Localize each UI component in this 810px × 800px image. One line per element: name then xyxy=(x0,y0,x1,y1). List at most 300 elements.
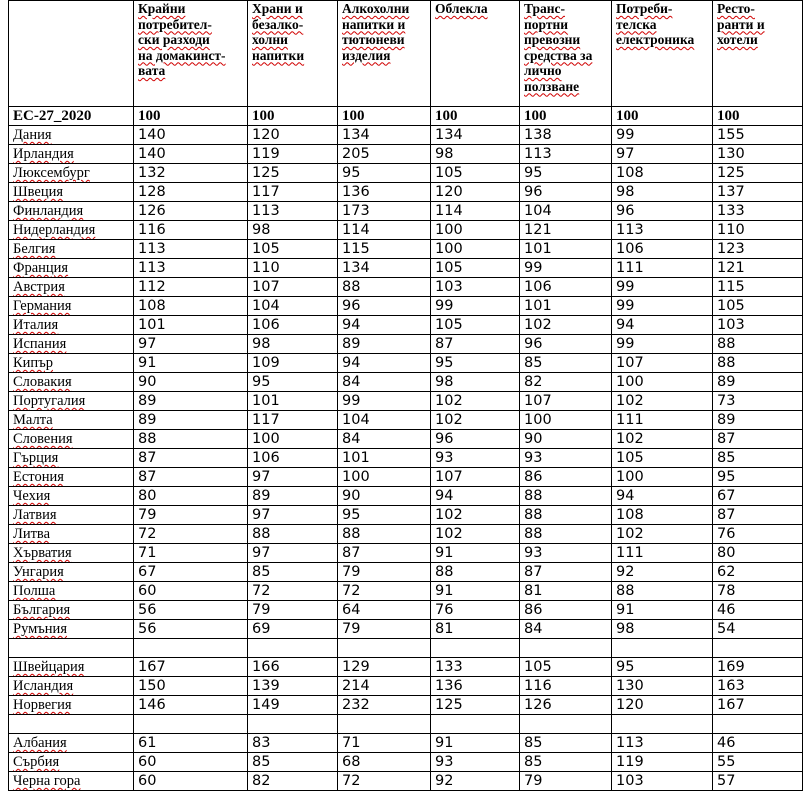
country-name: Кипър xyxy=(13,355,53,371)
country-cell xyxy=(9,468,134,487)
country-name: Литва xyxy=(13,526,51,542)
value-cell: 68 xyxy=(338,753,431,772)
value-cell: 101 xyxy=(248,392,338,411)
value-cell: 104 xyxy=(520,202,612,221)
column-header-line: хотели xyxy=(717,32,758,47)
table-row xyxy=(9,316,803,335)
value-cell: 88 xyxy=(520,487,612,506)
value-cell: 94 xyxy=(612,487,713,506)
value-cell: 103 xyxy=(713,316,803,335)
value-cell: 100 xyxy=(612,373,713,392)
country-cell xyxy=(9,126,134,145)
value-cell: 90 xyxy=(134,373,248,392)
value-cell: 87 xyxy=(520,563,612,582)
value-cell: 100 xyxy=(520,107,612,126)
value-cell: 111 xyxy=(612,411,713,430)
value-cell: 60 xyxy=(134,582,248,601)
value-cell: 84 xyxy=(520,620,612,639)
value-cell: 57 xyxy=(713,772,803,791)
value-cell: 136 xyxy=(338,183,431,202)
country-cell xyxy=(9,753,134,772)
table-row xyxy=(9,620,803,639)
value-cell: 120 xyxy=(612,696,713,715)
value-cell: 85 xyxy=(520,753,612,772)
value-cell: 167 xyxy=(134,658,248,677)
value-cell: 97 xyxy=(612,145,713,164)
header-row xyxy=(9,1,803,107)
column-header-line: безалко- xyxy=(252,16,304,32)
value-cell: 93 xyxy=(431,449,520,468)
value-cell: 100 xyxy=(431,107,520,126)
value-cell: 46 xyxy=(713,601,803,620)
table-row xyxy=(9,297,803,316)
value-cell: 149 xyxy=(248,696,338,715)
value-cell: 88 xyxy=(612,582,713,601)
value-cell: 88 xyxy=(520,506,612,525)
country-cell xyxy=(9,506,134,525)
value-cell: 126 xyxy=(134,202,248,221)
value-cell: 113 xyxy=(248,202,338,221)
country-name: Люксембург xyxy=(13,165,90,181)
value-cell: 79 xyxy=(248,601,338,620)
value-cell: 99 xyxy=(612,126,713,145)
value-cell: 96 xyxy=(520,183,612,202)
value-cell: 140 xyxy=(134,145,248,164)
table-row xyxy=(9,506,803,525)
table-row xyxy=(9,240,803,259)
empty-cell xyxy=(134,715,248,734)
country-cell xyxy=(9,772,134,791)
table-row xyxy=(9,582,803,601)
empty-cell xyxy=(612,715,713,734)
column-header-line: тютюневи xyxy=(342,32,405,47)
table-row xyxy=(9,335,803,354)
value-cell: 87 xyxy=(431,335,520,354)
value-cell: 62 xyxy=(713,563,803,582)
value-cell: 90 xyxy=(520,430,612,449)
value-cell: 92 xyxy=(431,772,520,791)
value-cell: 72 xyxy=(338,772,431,791)
value-cell: 64 xyxy=(338,601,431,620)
table-row xyxy=(9,392,803,411)
value-cell: 109 xyxy=(248,354,338,373)
value-cell: 100 xyxy=(338,468,431,487)
country-name: Латвия xyxy=(13,507,57,523)
value-cell: 103 xyxy=(612,772,713,791)
value-cell: 80 xyxy=(713,544,803,563)
value-cell: 88 xyxy=(431,563,520,582)
value-cell: 78 xyxy=(713,582,803,601)
table-row xyxy=(9,278,803,297)
row-label: ЕС-27_2020 xyxy=(9,107,134,126)
value-cell: 93 xyxy=(520,544,612,563)
column-header-line: напитки xyxy=(252,47,305,63)
value-cell: 111 xyxy=(612,544,713,563)
value-cell: 132 xyxy=(134,164,248,183)
column-header-line: Облекла xyxy=(435,1,488,16)
value-cell: 100 xyxy=(248,107,338,126)
value-cell: 67 xyxy=(134,563,248,582)
value-cell: 119 xyxy=(612,753,713,772)
value-cell: 114 xyxy=(338,221,431,240)
table-row xyxy=(9,772,803,791)
country-cell xyxy=(9,259,134,278)
value-cell: 125 xyxy=(431,696,520,715)
country-name: Словакия xyxy=(13,374,72,390)
value-cell: 120 xyxy=(248,126,338,145)
value-cell: 134 xyxy=(338,259,431,278)
value-cell: 102 xyxy=(612,430,713,449)
value-cell: 110 xyxy=(713,221,803,240)
empty-cell xyxy=(9,715,134,734)
country-cell xyxy=(9,563,134,582)
value-cell: 97 xyxy=(134,335,248,354)
price-level-table xyxy=(8,0,803,791)
empty-cell xyxy=(520,715,612,734)
country-name: Италия xyxy=(13,317,59,333)
value-cell: 125 xyxy=(248,164,338,183)
value-cell: 102 xyxy=(431,411,520,430)
column-header xyxy=(612,1,713,107)
value-cell: 69 xyxy=(248,620,338,639)
value-cell: 88 xyxy=(338,278,431,297)
table-row xyxy=(9,202,803,221)
empty-cell xyxy=(431,639,520,658)
header-cell-empty xyxy=(9,1,134,107)
column-header-line: холни xyxy=(252,32,288,47)
value-cell: 55 xyxy=(713,753,803,772)
value-cell: 87 xyxy=(713,506,803,525)
value-cell: 97 xyxy=(248,506,338,525)
value-cell: 94 xyxy=(338,354,431,373)
value-cell: 89 xyxy=(338,335,431,354)
value-cell: 173 xyxy=(338,202,431,221)
value-cell: 76 xyxy=(713,525,803,544)
eu-average-row xyxy=(9,107,803,126)
column-header xyxy=(248,1,338,107)
column-header-line: изделия xyxy=(342,47,391,63)
value-cell: 116 xyxy=(134,221,248,240)
value-cell: 60 xyxy=(134,772,248,791)
column-header-line: вата xyxy=(138,63,166,78)
value-cell: 91 xyxy=(431,734,520,753)
column-header-line: портни xyxy=(524,16,569,32)
value-cell: 93 xyxy=(520,449,612,468)
country-cell xyxy=(9,278,134,297)
value-cell: 140 xyxy=(134,126,248,145)
value-cell: 87 xyxy=(338,544,431,563)
value-cell: 121 xyxy=(713,259,803,278)
column-header-line: Транс- xyxy=(524,1,566,16)
value-cell: 94 xyxy=(431,487,520,506)
value-cell: 119 xyxy=(248,145,338,164)
value-cell: 72 xyxy=(248,582,338,601)
table-row xyxy=(9,430,803,449)
country-name: Румъния xyxy=(13,621,67,637)
value-cell: 91 xyxy=(612,601,713,620)
country-cell xyxy=(9,373,134,392)
value-cell: 232 xyxy=(338,696,431,715)
value-cell: 93 xyxy=(431,753,520,772)
value-cell: 95 xyxy=(338,164,431,183)
table-row xyxy=(9,525,803,544)
value-cell: 87 xyxy=(134,449,248,468)
value-cell: 123 xyxy=(713,240,803,259)
country-cell xyxy=(9,221,134,240)
value-cell: 130 xyxy=(612,677,713,696)
country-name: Сърбия xyxy=(13,754,60,770)
value-cell: 134 xyxy=(431,126,520,145)
value-cell: 105 xyxy=(612,449,713,468)
country-cell xyxy=(9,734,134,753)
value-cell: 99 xyxy=(338,392,431,411)
value-cell: 105 xyxy=(248,240,338,259)
value-cell: 72 xyxy=(134,525,248,544)
value-cell: 76 xyxy=(431,601,520,620)
country-name: Хърватия xyxy=(13,545,72,561)
table-row xyxy=(9,696,803,715)
empty-cell xyxy=(338,639,431,658)
table-row xyxy=(9,164,803,183)
column-header-line: превозни xyxy=(524,32,581,47)
value-cell: 87 xyxy=(134,468,248,487)
value-cell: 155 xyxy=(713,126,803,145)
country-name: Малта xyxy=(13,412,53,428)
value-cell: 100 xyxy=(431,240,520,259)
value-cell: 98 xyxy=(431,373,520,392)
value-cell: 163 xyxy=(713,677,803,696)
value-cell: 112 xyxy=(134,278,248,297)
country-name: Швеция xyxy=(13,184,64,200)
column-header-line: Крайни xyxy=(138,1,186,16)
value-cell: 88 xyxy=(520,525,612,544)
value-cell: 100 xyxy=(520,411,612,430)
country-name: Португалия xyxy=(13,393,86,409)
value-cell: 84 xyxy=(338,373,431,392)
value-cell: 101 xyxy=(134,316,248,335)
value-cell: 86 xyxy=(520,601,612,620)
table-row xyxy=(9,601,803,620)
value-cell: 107 xyxy=(520,392,612,411)
empty-cell xyxy=(9,639,134,658)
country-cell xyxy=(9,202,134,221)
value-cell: 128 xyxy=(134,183,248,202)
column-header-line: телска xyxy=(616,16,657,32)
value-cell: 130 xyxy=(713,145,803,164)
column-header-line: напитки и xyxy=(342,16,406,32)
value-cell: 105 xyxy=(431,316,520,335)
value-cell: 89 xyxy=(134,411,248,430)
country-cell xyxy=(9,183,134,202)
empty-cell xyxy=(520,639,612,658)
value-cell: 107 xyxy=(431,468,520,487)
value-cell: 108 xyxy=(612,506,713,525)
value-cell: 83 xyxy=(248,734,338,753)
value-cell: 85 xyxy=(248,753,338,772)
separator-row xyxy=(9,715,803,734)
country-name: Чехия xyxy=(13,488,51,504)
table-row xyxy=(9,221,803,240)
value-cell: 98 xyxy=(431,145,520,164)
value-cell: 85 xyxy=(520,354,612,373)
country-name: Исландия xyxy=(13,678,74,694)
value-cell: 89 xyxy=(713,411,803,430)
country-cell xyxy=(9,240,134,259)
country-cell xyxy=(9,601,134,620)
value-cell: 56 xyxy=(134,601,248,620)
value-cell: 102 xyxy=(431,506,520,525)
value-cell: 88 xyxy=(713,354,803,373)
value-cell: 61 xyxy=(134,734,248,753)
separator-row xyxy=(9,639,803,658)
table-row xyxy=(9,354,803,373)
value-cell: 121 xyxy=(520,221,612,240)
column-header xyxy=(338,1,431,107)
value-cell: 100 xyxy=(248,430,338,449)
value-cell: 113 xyxy=(134,259,248,278)
value-cell: 105 xyxy=(713,297,803,316)
value-cell: 205 xyxy=(338,145,431,164)
value-cell: 96 xyxy=(520,335,612,354)
column-header-line: Алкохолни xyxy=(342,1,410,16)
country-name: Испания xyxy=(13,336,67,352)
value-cell: 108 xyxy=(134,297,248,316)
value-cell: 146 xyxy=(134,696,248,715)
value-cell: 106 xyxy=(248,449,338,468)
value-cell: 95 xyxy=(713,468,803,487)
column-header-line: потребител- xyxy=(138,16,212,32)
value-cell: 106 xyxy=(248,316,338,335)
value-cell: 129 xyxy=(338,658,431,677)
value-cell: 108 xyxy=(612,164,713,183)
country-cell xyxy=(9,430,134,449)
column-header-line: на домакинст- xyxy=(138,47,226,63)
value-cell: 101 xyxy=(520,240,612,259)
value-cell: 105 xyxy=(431,259,520,278)
value-cell: 82 xyxy=(248,772,338,791)
table-row xyxy=(9,753,803,772)
value-cell: 95 xyxy=(338,506,431,525)
value-cell: 107 xyxy=(612,354,713,373)
value-cell: 103 xyxy=(431,278,520,297)
value-cell: 82 xyxy=(520,373,612,392)
country-cell xyxy=(9,354,134,373)
value-cell: 91 xyxy=(431,544,520,563)
value-cell: 126 xyxy=(520,696,612,715)
value-cell: 214 xyxy=(338,677,431,696)
country-name: Унгария xyxy=(13,564,64,580)
value-cell: 113 xyxy=(520,145,612,164)
value-cell: 99 xyxy=(612,335,713,354)
value-cell: 113 xyxy=(134,240,248,259)
value-cell: 89 xyxy=(134,392,248,411)
table-row xyxy=(9,373,803,392)
country-cell xyxy=(9,335,134,354)
country-name: Франция xyxy=(13,260,69,276)
country-name: Полша xyxy=(13,583,56,599)
table-row xyxy=(9,259,803,278)
value-cell: 60 xyxy=(134,753,248,772)
value-cell: 98 xyxy=(612,620,713,639)
value-cell: 98 xyxy=(248,221,338,240)
value-cell: 134 xyxy=(338,126,431,145)
column-header-line: ранти и xyxy=(717,16,765,32)
empty-cell xyxy=(338,715,431,734)
value-cell: 86 xyxy=(520,468,612,487)
value-cell: 117 xyxy=(248,411,338,430)
value-cell: 95 xyxy=(520,164,612,183)
value-cell: 102 xyxy=(520,316,612,335)
value-cell: 102 xyxy=(612,525,713,544)
value-cell: 84 xyxy=(338,430,431,449)
value-cell: 98 xyxy=(612,183,713,202)
value-cell: 99 xyxy=(520,259,612,278)
empty-cell xyxy=(431,715,520,734)
value-cell: 117 xyxy=(248,183,338,202)
country-name: Ирландия xyxy=(13,146,74,162)
value-cell: 133 xyxy=(431,658,520,677)
value-cell: 92 xyxy=(612,563,713,582)
column-header-line: ползване xyxy=(524,78,580,94)
value-cell: 105 xyxy=(431,164,520,183)
value-cell: 81 xyxy=(431,620,520,639)
column-header-line: електроника xyxy=(616,32,695,47)
value-cell: 96 xyxy=(338,297,431,316)
value-cell: 107 xyxy=(248,278,338,297)
value-cell: 71 xyxy=(134,544,248,563)
country-cell xyxy=(9,582,134,601)
value-cell: 46 xyxy=(713,734,803,753)
value-cell: 100 xyxy=(431,221,520,240)
country-cell xyxy=(9,392,134,411)
value-cell: 136 xyxy=(431,677,520,696)
value-cell: 104 xyxy=(248,297,338,316)
value-cell: 56 xyxy=(134,620,248,639)
value-cell: 100 xyxy=(612,468,713,487)
value-cell: 88 xyxy=(248,525,338,544)
column-header xyxy=(431,1,520,107)
value-cell: 101 xyxy=(520,297,612,316)
value-cell: 72 xyxy=(338,582,431,601)
country-name: Естония xyxy=(13,469,64,485)
value-cell: 102 xyxy=(612,392,713,411)
empty-cell xyxy=(134,639,248,658)
value-cell: 120 xyxy=(431,183,520,202)
table-row xyxy=(9,145,803,164)
value-cell: 79 xyxy=(338,563,431,582)
country-name: Белгия xyxy=(13,241,56,257)
country-cell xyxy=(9,544,134,563)
value-cell: 104 xyxy=(338,411,431,430)
value-cell: 88 xyxy=(713,335,803,354)
empty-cell xyxy=(713,715,803,734)
value-cell: 88 xyxy=(134,430,248,449)
value-cell: 102 xyxy=(431,525,520,544)
value-cell: 85 xyxy=(520,734,612,753)
value-cell: 105 xyxy=(520,658,612,677)
value-cell: 85 xyxy=(248,563,338,582)
country-cell xyxy=(9,487,134,506)
value-cell: 113 xyxy=(612,221,713,240)
empty-cell xyxy=(612,639,713,658)
value-cell: 87 xyxy=(713,430,803,449)
empty-cell xyxy=(713,639,803,658)
country-cell xyxy=(9,316,134,335)
value-cell: 100 xyxy=(338,107,431,126)
value-cell: 138 xyxy=(520,126,612,145)
value-cell: 106 xyxy=(612,240,713,259)
country-name: Германия xyxy=(13,298,72,314)
